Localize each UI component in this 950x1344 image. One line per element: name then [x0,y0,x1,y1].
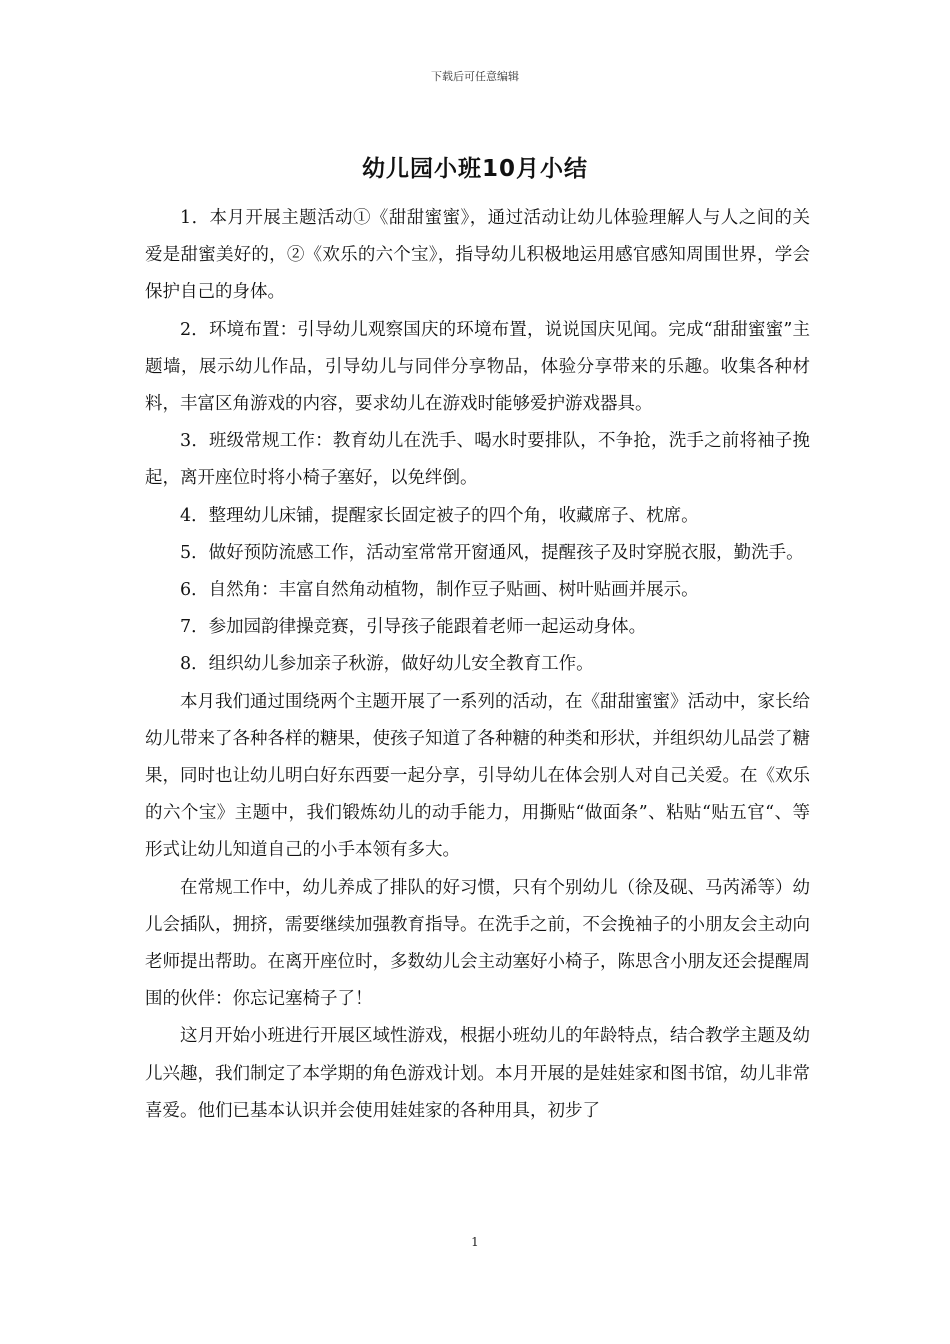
paragraph: 4．整理幼儿床铺，提醒家长固定被子的四个角，收藏席子、枕席。 [180,505,699,526]
paragraph: 2．环境布置：引导幼儿观察国庆的环境布置，说说国庆见闻。完成“甜甜蜜蜜”主题墙，展示幼儿作品，引导幼儿与同伴分享物品，体验分享带来的乐趣。收集各种材料，丰富区角游戏的内容，要求幼儿在游戏时能够爱护游戏器具。 [145,319,810,415]
paragraph: 本月我们通过围绕两个主题开展了一系列的活动，在《甜甜蜜蜜》活动中，家长给幼儿带来了各种各样的糖果，使孩子知道了各种糖的种类和形状，并组织幼儿品尝了糖果，同时也让幼儿明白好东西要一起分享，引导幼儿在体会别人对自己关爱。在《欢乐的六个宝》主题中，我们锻炼幼儿的动手能力，用撕贴“做面条”、粘贴“贴五官“、等形式让幼儿知道自己的小手本领有多大。 [145,691,810,861]
paragraph: 3．班级常规工作：教育幼儿在洗手、喝水时要排队，不争抢，洗手之前将袖子挽起，离开座位时将小椅子塞好，以免绊倒。 [145,431,810,489]
paragraph: 5．做好预防流感工作，活动室常常开窗通风，提醒孩子及时穿脱衣服，勤洗手。 [180,542,804,563]
page-header: 下载后可任意编辑 [431,70,519,83]
paragraph: 7．参加园韵律操竞赛，引导孩子能跟着老师一起运动身体。 [180,617,647,638]
document-title: 幼儿园小班10月小结 [361,156,588,182]
paragraph: 8．组织幼儿参加亲子秋游，做好幼儿安全教育工作。 [180,654,594,675]
paragraph: 1．本月开展主题活动①《甜甜蜜蜜》，通过活动让幼儿体验理解人与人之间的关爱是甜蜜美好的，②《欢乐的六个宝》，指导幼儿积极地运用感官感知周围世界，学会保护自己的身体。 [145,208,810,303]
paragraph: 6．自然角：丰富自然角动植物，制作豆子贴画、树叶贴画并展示。 [180,580,699,601]
document-body [145,200,810,1130]
page-number: 1 [471,1235,479,1249]
paragraph: 这月开始小班进行开展区域性游戏，根据小班幼儿的年龄特点，结合教学主题及幼儿兴趣，我们制定了本学期的角色游戏计划。本月开展的是娃娃家和图书馆，幼儿非常喜爱。他们已基本认识并会使用娃娃家的各种用具，初步了 [145,1026,810,1121]
paragraph: 在常规工作中，幼儿养成了排队的好习惯，只有个别幼儿（徐及砚、马芮浠等）幼儿会插队，拥挤，需要继续加强教育指导。在洗手之前，不会挽袖子的小朋友会主动向老师提出帮助。在离开座位时，多数幼儿会主动塞好小椅子，陈思含小朋友还会提醒周围的伙伴：你忘记塞椅子了！ [145,877,810,1010]
